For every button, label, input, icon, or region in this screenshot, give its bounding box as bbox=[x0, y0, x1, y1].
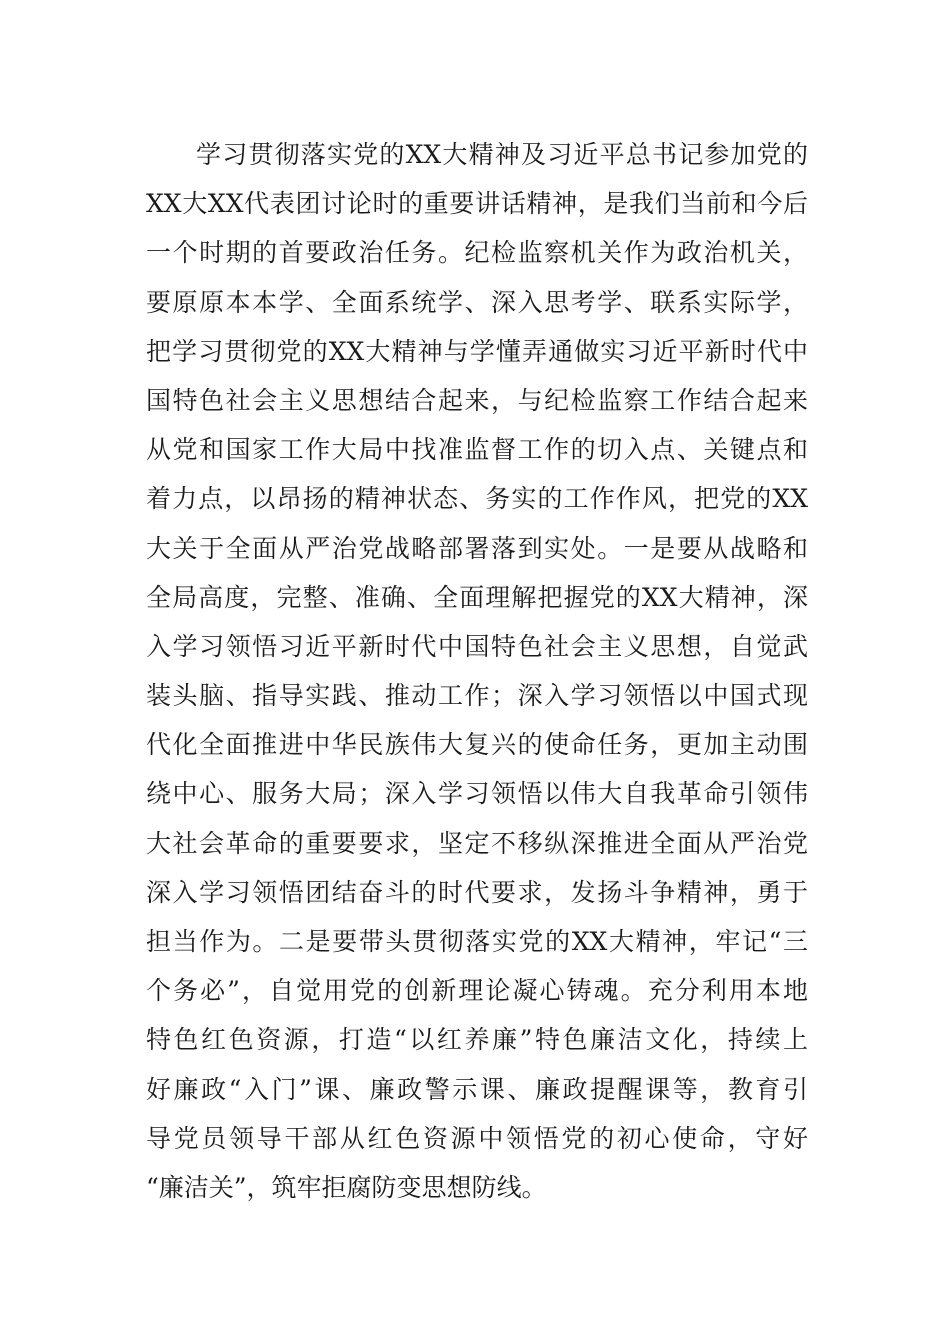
paragraph-line: 着力点，以昂扬的精神状态、务实的工作作风，把党的XX bbox=[146, 484, 808, 514]
paragraph-line: 一个时期的首要政治任务。纪检监察机关作为政治机关， bbox=[146, 238, 808, 268]
paragraph-line: 从党和国家工作大局中找准监督工作的切入点、关键点和 bbox=[146, 435, 808, 465]
paragraph-line: 全局高度，完整、准确、全面理解把握党的XX大精神，深 bbox=[146, 582, 808, 612]
paragraph-line: XX大XX代表团讨论时的重要讲话精神，是我们当前和今后 bbox=[146, 189, 808, 219]
paragraph-line: 国特色社会主义思想结合起来，与纪检监察工作结合起来 bbox=[146, 385, 808, 415]
paragraph-line: 入学习领悟习近平新时代中国特色社会主义思想，自觉武 bbox=[146, 631, 808, 661]
paragraph-line: 大社会革命的重要要求，坚定不移纵深推进全面从严治党 bbox=[146, 828, 808, 858]
paragraph-line: 代化全面推进中华民族伟大复兴的使命任务，更加主动围 bbox=[146, 730, 808, 760]
body-paragraph bbox=[146, 130, 808, 1212]
paragraph-line: 好廉政“入门”课、廉政警示课、廉政提醒课等，教育引 bbox=[146, 1074, 808, 1104]
paragraph-line: 绕中心、服务大局；深入学习领悟以伟大自我革命引领伟 bbox=[146, 779, 808, 809]
paragraph-line: 深入学习领悟团结奋斗的时代要求，发扬斗争精神，勇于 bbox=[146, 877, 808, 907]
paragraph-line: 特色红色资源，打造“以红养廉”特色廉洁文化，持续上 bbox=[146, 1025, 808, 1055]
paragraph-line: 导党员领导干部从红色资源中领悟党的初心使命，守好 bbox=[146, 1123, 808, 1153]
paragraph-line: 装头脑、指导实践、推动工作；深入学习领悟以中国式现 bbox=[146, 681, 808, 711]
paragraph-line: “廉洁关”，筑牢拒腐防变思想防线。 bbox=[146, 1172, 547, 1202]
paragraph-line: 大关于全面从严治党战略部署落到实处。一是要从战略和 bbox=[146, 533, 808, 563]
paragraph-line: 把学习贯彻党的XX大精神与学懂弄通做实习近平新时代中 bbox=[146, 336, 808, 366]
paragraph-line: 个务必”，自觉用党的创新理论凝心铸魂。充分利用本地 bbox=[146, 976, 808, 1006]
paragraph-line: 学习贯彻落实党的XX大精神及习近平总书记参加党的 bbox=[196, 140, 808, 169]
paragraph-line: 要原原本本学、全面系统学、深入思考学、联系实际学， bbox=[146, 287, 808, 317]
paragraph-line: 担当作为。二是要带头贯彻落实党的XX大精神，牢记“三 bbox=[146, 927, 808, 956]
